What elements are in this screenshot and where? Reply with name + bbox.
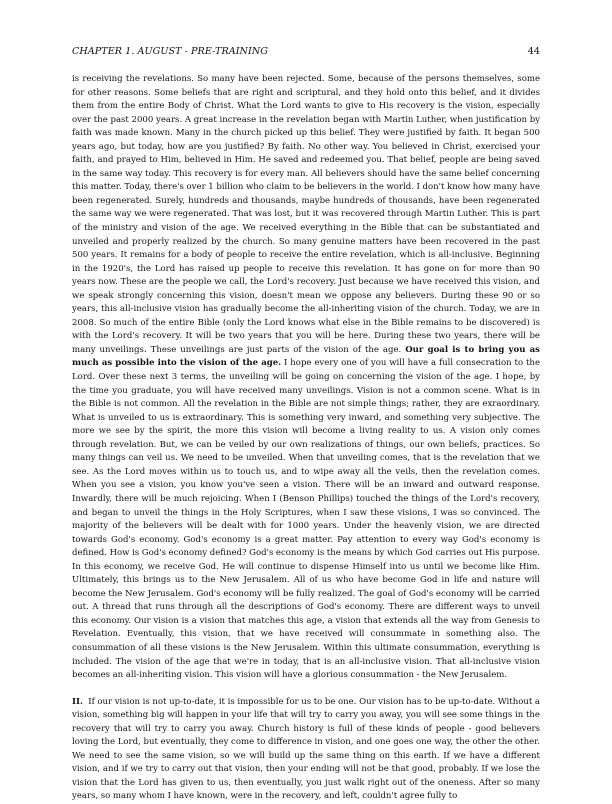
paragraph-1-text-a: is receiving the revelations. So many have been rejected. Some, because of the persons themselves, some for other reasons. Some beliefs that are right and scriptural, and they hold onto this belief, and it divides them from the entire Body of Christ. What the Lord wants to give to His recovery is the vision, especially over the past 2000 years. A great increase in the revelation began with Martin Luther, when justification by faith was made known. Many in the church picked up this belief. They were justified by faith. It began 500 years ago, but today, how are you justified? By faith. No other way. You believed in Christ, exercised your faith, and prayed to Him, believed in Him. He saved and redeemed you. That belief, people are being saved in the same way today. This recovery is for every man. All believers should have the same belief concerning this matter. Today, there's over 1 billion who claim to be believers in the world. I don't know how many have been regenerated. Surely, hundreds and thousands, maybe hundreds of thousands, have been regenerated the same way we were regenerated. That was lost, but it was recovered through Martin Luther. This is part of the ministry and vision of the age. We received everything in the Bible that can be substantiated and unveiled and properly realized by the church. So many genuine matters have been recovered in the past 500 years. It remains for a body of people to receive the entire revelation, which is all-inclusive. Beginning in the 1920's, the Lord has raised up people to receive this revelation. It has gone on for more than 90 years now. These are the people we call, the Lord's recovery. Just because we have received this vision, and we speak strongly concerning this vision, doesn't mean we oppose any believers. During these 90 or so years, this all-inclusive vision has gradually become the all-inheriting vision of the church. Today, we are in 2008. So much of the entire Bible (only the Lord knows what else in the Bible remains to be discovered) is with the Lord's recovery. It will be two years that you will be here. During these two years, there will be many unveilings. These unveilings are just parts of the vision of the age.: [72, 74, 540, 355]
paragraph-2-label: II.: [72, 696, 83, 707]
paragraph-2-text: If our vision is not up-to-date, it is impossible for us to be one. Our vision has to be up-to-date. Without a vision, something big will happen in your life that will try to carry you away, you will see some things in the recovery that will try to carry you away. Church history is full of these kinds of people - good believers loving the Lord, but eventually, they come to difference in vision, and one goes one way, the other the other. We need to see the same vision, so we will build up the same thing on this earth. If we have a different vision, and if we try to carry out that vision, then your ending will not be that good, probably. If we lose the vision that the Lord has given to us, then eventually, you just walk right out of the oneness. After so many years, so many whom I have known, were in the recovery, and left, couldn't agree fully to: [72, 696, 540, 802]
page-number: 44: [527, 46, 540, 57]
paragraph-1-text-b: I hope every one of you will have a full consecration to the Lord. Over these next 3 terms, the unveiling will be going on concerning the vision of the age. I hope, by the time you graduate, you will have received many unveilings. Vision is not a common scene. What is in the Bible is not common. All the revelation in the Bible are not simple things; rather, they are exraordinary. What is unveiled to us is extraordinary. This is something very inward, and something very subjective. The more we see by the spirit, the more this vision will become a living reality to us. A vision only comes through revelation. But, we can be veiled by our own realizations of things, our own beliefs, practices. So many things can veil us. We need to be unveiled. When that unveiling comes, that is the revelation that we see. As the Lord moves within us to touch us, and to wipe away all the veils, then the revelation comes. When you see a vision, you know you've seen a vision. There will be an inward and outward response. Inwardly, there will be much rejoicing. When I (Benson Phillips) touched the things of the Lord's recovery, and began to unveil the things in the Holy Scriptures, when I saw these visions, I was so convinced. The majority of the believers will be dealt with for 1000 years. Under the heavenly vision, we are directed towards God's economy. God's economy is a great matter. Pay attention to every way God's economy is defined. How is God's economy defined? God's economy is the means by which God carries out His purpose. In this economy, we receive God. He will continue to dispense Himself into us until we become like Him. Ultimately, this brings us to the New Jerusalem. All of us who have become God in life and nature will become the New Jerusalem. God's economy will be fully realized. The goal of God's economy will be carried out. A thread that runs through all the descriptions of God's economy. There are different ways to unveil this economy. Our vision is a vision that matches this age, a vision that extends all the way from Genesis to Revelation. Eventually, this vision, that we have received will consummate in something also. The consummation of all these visions is the New Jerusalem. Within this ultimate consummation, everything is included. The vision of the age that we're in today, that is an all-inclusive vision. That all-inclusive vision becomes an all-inheriting vision. This vision will have a glorious consummation - the New Jerusalem.: [72, 358, 540, 681]
paragraph-1: [72, 73, 540, 683]
paragraph-2: [72, 696, 540, 804]
paragraph-1-bold-goal: Our goal is to bring you as much as possible into the vision of the age.: [72, 344, 540, 369]
chapter-title: CHAPTER 1. AUGUST - PRE-TRAINING: [72, 46, 268, 57]
running-header: [72, 46, 540, 60]
page-body: [72, 73, 540, 804]
